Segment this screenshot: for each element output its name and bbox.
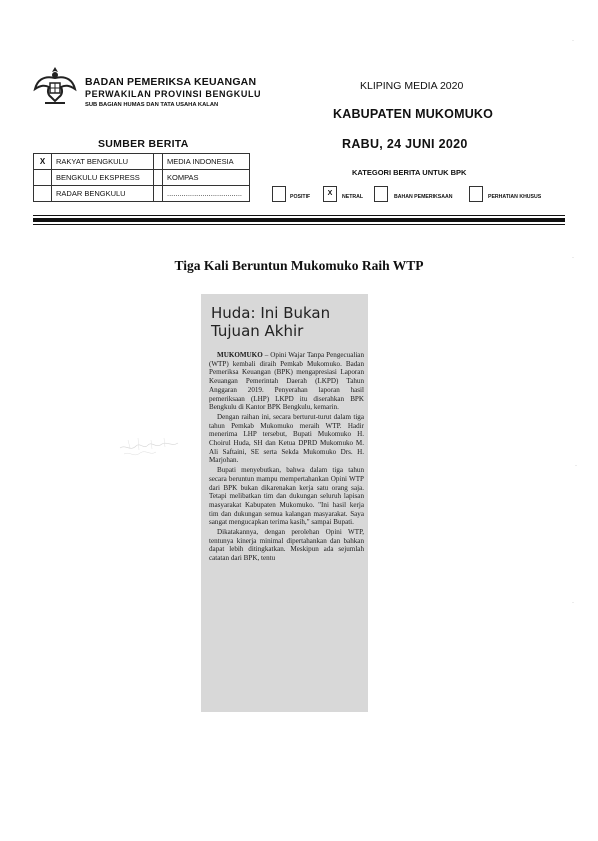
scan-mark: · <box>575 463 577 469</box>
source-name: .................................... <box>163 186 250 202</box>
category-positif-checkbox[interactable] <box>272 186 286 202</box>
clipping-title: Huda: Ini Bukan Tujuan Akhir <box>211 304 331 340</box>
source-checkbox[interactable] <box>154 186 163 202</box>
org-name: BADAN PEMERIKSA KEUANGAN <box>85 76 257 88</box>
article-paragraph: Dengan raihan ini, secara berturut-turut dalam tiga tahun Pemkab Mukomuko meraih WTP. Hadir menerima LHP tersebut, Bupati Mukomuko H. Choirul Huda, SH dan Ketua DPRD Mukomuko M. Ali Saftaini, SE serta Sekda Mukomuko Drs. H. Marjohan. <box>209 412 364 465</box>
sources-title: SUMBER BERITA <box>98 138 189 150</box>
news-clipping <box>201 294 368 712</box>
source-checkbox[interactable] <box>34 186 52 202</box>
article-paragraph: Dikatakannya, dengan perolehan Opini WTP, tentunya kinerja minimal dipertahankan dan bahkan dapat lebih ditingkatkan. Meskipun ada sejumlah catatan dari BPK, tentu <box>209 528 364 563</box>
source-checkbox[interactable] <box>154 170 163 186</box>
org-subsection: SUB BAGIAN HUMAS DAN TATA USAHA KALAN <box>85 102 219 108</box>
scan-smudge <box>118 418 188 478</box>
scan-mark: · <box>572 38 574 44</box>
publication-date: RABU, 24 JUNI 2020 <box>342 137 468 151</box>
source-row <box>34 154 250 170</box>
source-name: KOMPAS <box>163 170 250 186</box>
source-row <box>34 170 250 186</box>
category-title: KATEGORI BERITA UNTUK BPK <box>352 168 467 177</box>
sources-table <box>33 153 250 202</box>
source-checkbox[interactable]: X <box>34 154 52 170</box>
header-divider-thin <box>33 224 565 225</box>
source-name: BENGKULU EKSPRESS <box>52 170 154 186</box>
category-khusus-label: PERHATIAN KHUSUS <box>488 194 542 200</box>
category-netral-checkbox[interactable]: X <box>323 186 337 202</box>
source-checkbox[interactable] <box>154 154 163 170</box>
region-title: KABUPATEN MUKOMUKO <box>333 107 494 121</box>
org-branch: PERWAKILAN PROVINSI BENGKULU <box>85 89 262 99</box>
source-row <box>34 186 250 202</box>
dateline: MUKOMUKO <box>217 351 263 359</box>
clipping-body <box>209 351 364 709</box>
article-paragraph <box>209 351 364 412</box>
source-name: RADAR BENGKULU <box>52 186 154 202</box>
category-khusus-checkbox[interactable] <box>469 186 483 202</box>
category-bahan-label: BAHAN PEMERIKSAAN <box>394 194 453 200</box>
category-bahan-checkbox[interactable] <box>374 186 388 202</box>
source-name: MEDIA INDONESIA <box>163 154 250 170</box>
category-positif-label: POSITIF <box>290 194 311 200</box>
article-headline: Tiga Kali Beruntun Mukomuko Raih WTP <box>174 258 424 273</box>
kliping-title: KLIPING MEDIA 2020 <box>360 80 464 92</box>
garuda-emblem-logo <box>33 63 77 107</box>
scan-mark: · <box>572 255 574 261</box>
header-divider-thin <box>33 215 565 216</box>
header-divider-thick <box>33 218 565 222</box>
scan-mark: · <box>572 600 574 606</box>
source-checkbox[interactable] <box>34 170 52 186</box>
source-name: RAKYAT BENGKULU <box>52 154 154 170</box>
article-paragraph: Bupati menyebutkan, bahwa dalam tiga tahun secara beruntun mampu mempertahankan Opini WTP dari BPK bukan dikarenakan kerja satu orang saja. Tetapi melibatkan tim dan dukungan seluruh lapisan masyarakat Kabupaten Mukomuko. "Ini hasil kerja tim dan dukungan semua kalangan masyarakat. Saya sangat mengucapkan terima kasih," sampai Bupati. <box>209 466 364 527</box>
paragraph-text: – Opini Wajar Tanpa Pengecualian (WTP) kembali diraih Pemkab Mukomuko. Badan Pemeriksa Keuangan (BPK) mengapresiasi Laporan Keuangan Pemerintah Daerah (LKPD) Tahun Anggaran 2019. Penyerahan laporan hasil pemeriksaan (LHP) LKPD itu diserahkan BPK Bengkulu di Kantor BPK Bengkulu, kemarin. <box>209 351 364 412</box>
category-netral-label: NETRAL <box>342 194 364 200</box>
